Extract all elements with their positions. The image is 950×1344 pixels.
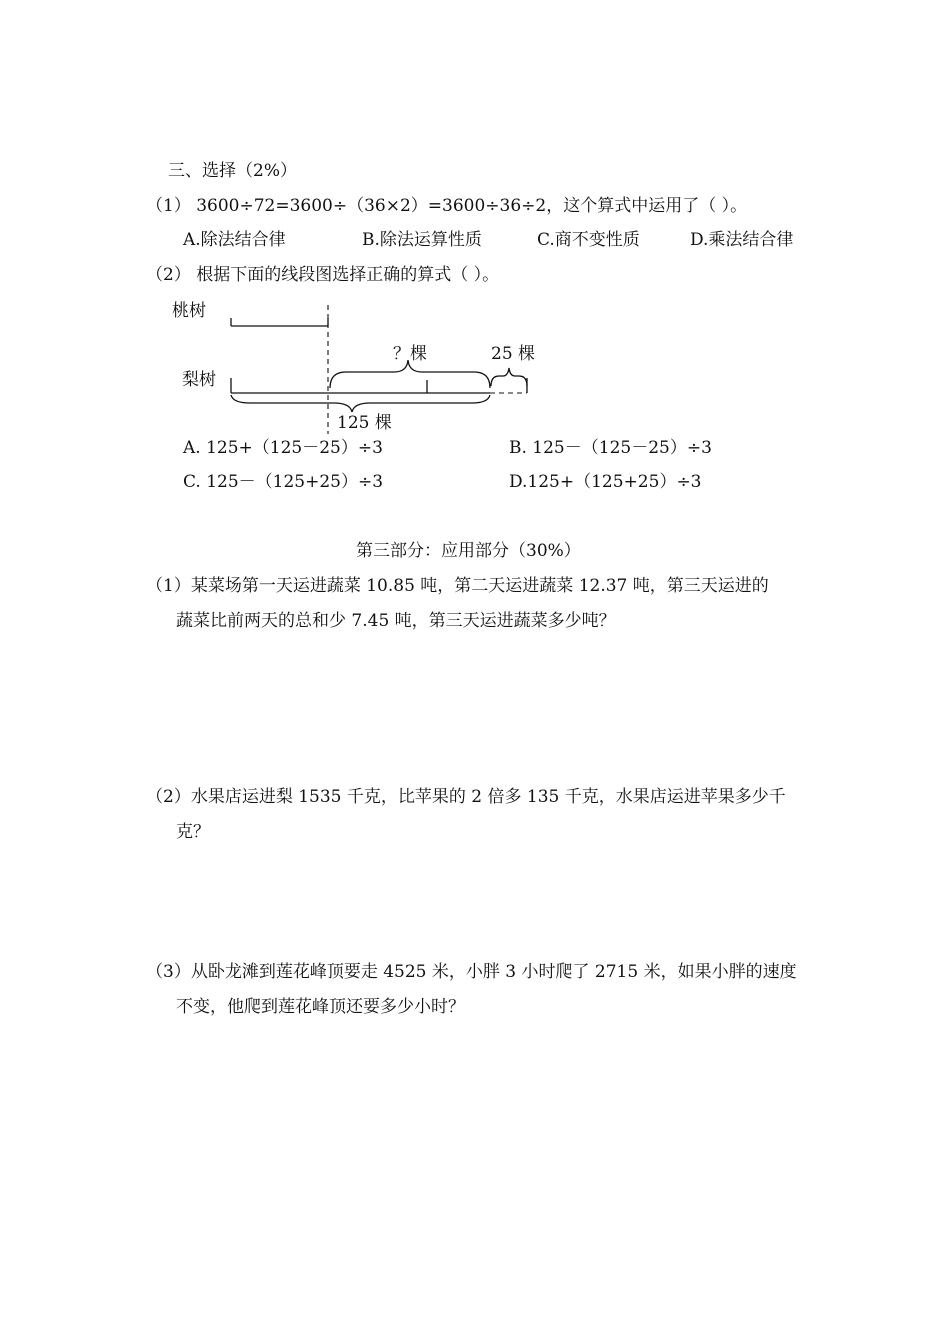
- question-1-option-d: D.乘法结合律: [690, 230, 794, 250]
- question-1-option-a: A.除法结合律: [183, 230, 286, 250]
- pear-tree-segment: [231, 378, 490, 393]
- problem-3-line-1: （3）从卧龙滩到莲花峰顶要走 4525 米，小胖 3 小时爬了 2715 米，如果小胖的速度: [146, 962, 797, 982]
- problem-1-line-1: （1）某菜场第一天运进蔬菜 10.85 吨，第二天运进蔬菜 12.37 吨，第三天运进的: [146, 576, 769, 596]
- label-unknown-trees: ？棵: [393, 344, 427, 364]
- peach-tree-segment: [231, 318, 328, 326]
- problem-3-line-2: 不变，他爬到莲花峰顶还要多少小时？: [176, 997, 465, 1017]
- problem-2-line-1: （2）水果店运进梨 1535 千克，比苹果的 2 倍多 135 千克，水果店运进苹果多少千: [146, 787, 786, 807]
- small-brace: [491, 368, 527, 386]
- question-1-stem: （1） 3600÷72=3600÷（36×2）=3600÷36÷2，这个算式中运用了（ ）。: [146, 196, 748, 216]
- label-125-trees: 125 棵: [337, 413, 392, 433]
- question-1-option-c: C.商不变性质: [537, 230, 640, 250]
- problem-2-line-2: 克？: [176, 822, 210, 842]
- label-peach-tree: 桃树: [172, 301, 206, 321]
- question-2-option-d: D.125+（125+25）÷3: [509, 472, 702, 492]
- question-2-option-a: A. 125+（125－25）÷3: [183, 438, 383, 458]
- question-1-option-b: B.除法运算性质: [362, 230, 482, 250]
- label-25-trees: 25 棵: [491, 344, 536, 364]
- label-pear-tree: 梨树: [182, 370, 216, 390]
- total-brace: [231, 395, 490, 412]
- unknown-brace: [330, 360, 490, 388]
- part-3-heading: 第三部分：应用部分（30%）: [356, 541, 581, 561]
- question-2-stem: （2） 根据下面的线段图选择正确的算式（ ）。: [146, 265, 500, 285]
- section-heading: 三、选择（2%）: [168, 161, 297, 181]
- problem-1-line-2: 蔬菜比前两天的总和少 7.45 吨，第三天运进蔬菜多少吨？: [176, 611, 616, 631]
- question-2-option-b: B. 125－（125－25）÷3: [509, 438, 712, 458]
- question-2-option-c: C. 125－（125+25）÷3: [183, 472, 384, 492]
